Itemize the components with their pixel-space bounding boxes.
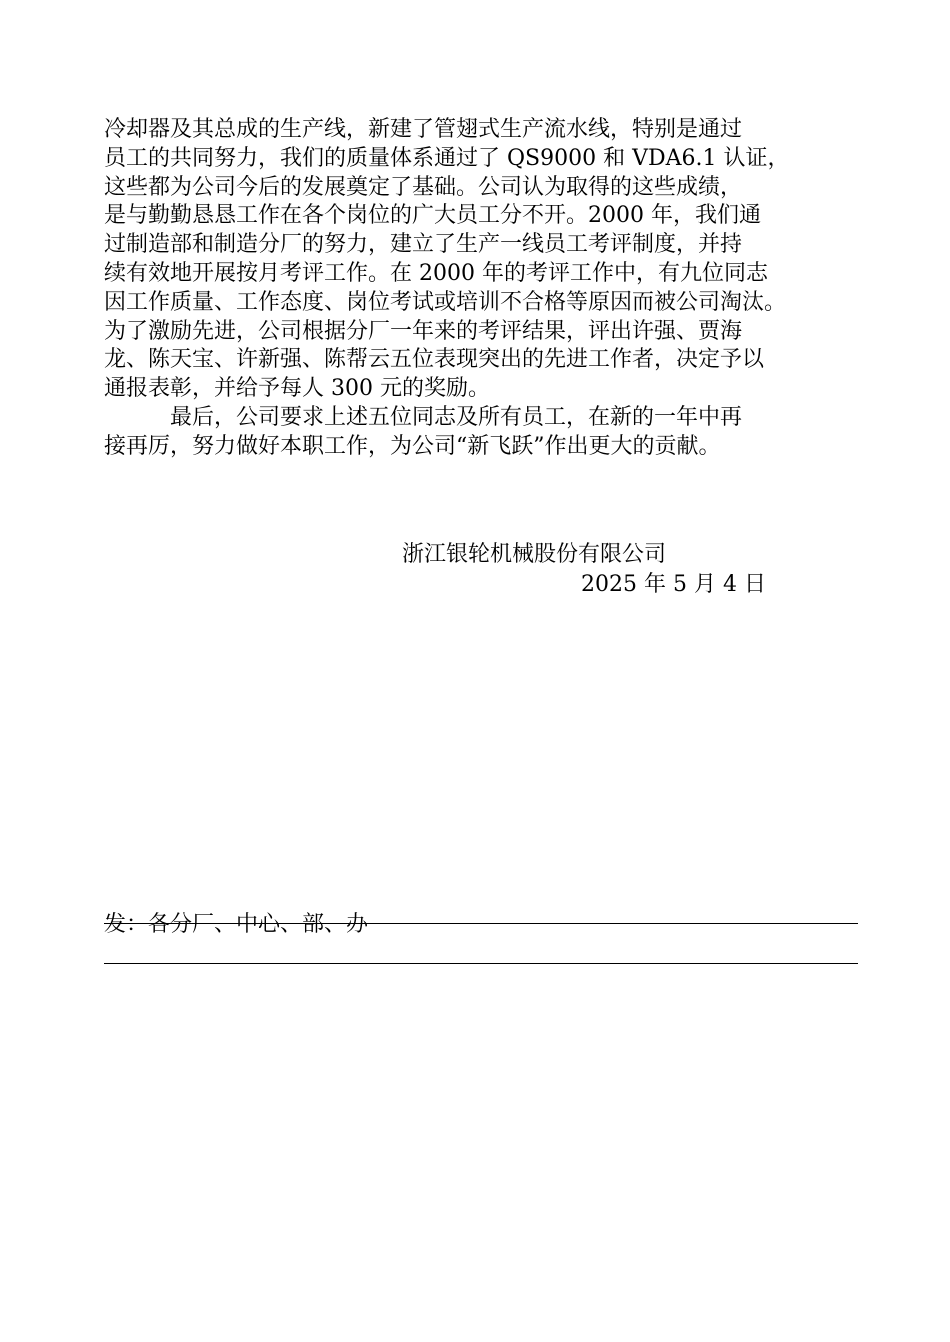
body-line: 是与勤勤恳恳工作在各个岗位的广大员工分不开。2000 年，我们通: [104, 203, 761, 229]
body-line: 接再厉，努力做好本职工作，为公司“新飞跃”作出更大的贡献。: [104, 433, 721, 459]
body-line: 过制造部和制造分厂的努力，建立了生产一线员工考评制度，并持: [104, 232, 743, 258]
body-line: 通报表彰，并给予每人 300 元的奖励。: [104, 376, 490, 402]
body-line: 续有效地开展按月考评工作。在 2000 年的考评工作中，有九位同志: [104, 260, 768, 286]
body-line: 这些都为公司今后的发展奠定了基础。公司认为取得的这些成绩，: [104, 174, 743, 200]
body-text: [104, 116, 864, 462]
body-line: 因工作质量、工作态度、岗位考试或培训不合格等原因而被公司淘汰。: [104, 289, 787, 315]
signature-date: 2025 年 5 月 4 日: [581, 572, 766, 597]
body-line: 员工的共同努力，我们的质量体系通过了 QS9000 和 VDA6.1 认证，: [104, 145, 790, 171]
horizontal-rule: [104, 923, 858, 924]
body-line: 龙、陈天宝、许新强、陈帮云五位表现突出的先进工作者，决定予以: [104, 347, 765, 373]
body-line: 为了激励先进，公司根据分厂一年来的考评结果，评出许强、贾海: [104, 318, 743, 344]
body-line-indented: 最后，公司要求上述五位同志及所有员工，在新的一年中再: [170, 404, 743, 430]
signature-company: 浙江银轮机械股份有限公司: [402, 542, 667, 567]
body-line: 冷却器及其总成的生产线，新建了管翅式生产流水线，特别是通过: [104, 117, 743, 142]
distribution-list: 发：各分厂、中心、部、办: [104, 912, 369, 937]
horizontal-rule: [104, 963, 858, 964]
